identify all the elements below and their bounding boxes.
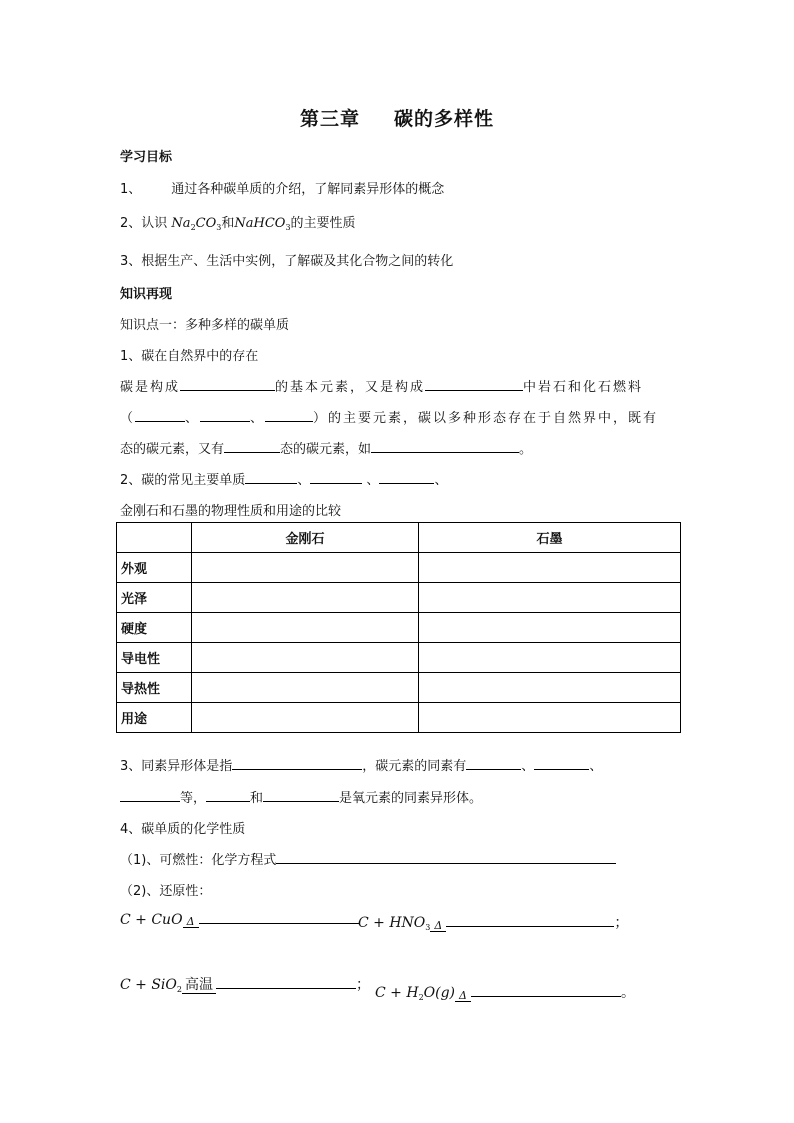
row-label: 用途 xyxy=(117,703,192,733)
fill-blank[interactable] xyxy=(276,850,616,864)
high-temp-label: 高温 xyxy=(184,977,213,993)
condition-heat xyxy=(455,990,471,1002)
fill-blank[interactable] xyxy=(206,788,250,802)
fill-blank[interactable] xyxy=(371,439,519,453)
row-label: 导热性 xyxy=(117,673,192,703)
table-cell[interactable] xyxy=(192,553,419,583)
table-cell[interactable] xyxy=(419,583,681,613)
table-cell[interactable] xyxy=(192,583,419,613)
equation-c-cuo: C + CuO Δ xyxy=(120,912,359,928)
fill-blank[interactable] xyxy=(245,470,297,484)
text-seg: 和 xyxy=(250,791,264,806)
table-cell[interactable] xyxy=(419,673,681,703)
fill-blank[interactable] xyxy=(466,756,521,770)
table-header-row xyxy=(117,523,681,553)
equation-c-h2o: $C + H_2O(g)$ Δ 。 xyxy=(375,985,636,1002)
text-seg: 、 xyxy=(297,473,311,488)
text-seg: 、 xyxy=(521,759,535,774)
text-seg: 。 xyxy=(621,985,636,1001)
section-3-line-1 xyxy=(120,755,602,774)
table-cell[interactable] xyxy=(192,703,419,733)
table-row xyxy=(117,703,681,733)
objective-2-mid: 和 xyxy=(221,216,235,231)
text-seg: 等， xyxy=(180,791,207,806)
text-seg: 、 xyxy=(362,473,380,488)
section-4-title: 4、碳单质的化学性质 xyxy=(120,822,246,837)
formula-nahco3: NaHCO$_3$ xyxy=(234,216,291,232)
text-seg: 态的碳元素，又有 xyxy=(120,442,225,457)
text-seg: 2、碳的常见主要单质 xyxy=(120,473,246,488)
text-seg: （ xyxy=(120,411,136,426)
fill-blank[interactable] xyxy=(265,408,313,422)
condition-heat xyxy=(183,916,199,928)
table-cell[interactable] xyxy=(192,613,419,643)
objectives-heading: 学习目标 xyxy=(120,150,173,165)
table-header-cell: 金刚石 xyxy=(192,523,419,553)
fill-blank[interactable] xyxy=(534,756,589,770)
page-title xyxy=(0,104,794,131)
fill-blank[interactable] xyxy=(199,917,359,924)
comparison-table xyxy=(116,522,681,733)
reduction-heading: （2)、还原性： xyxy=(120,884,212,899)
text-seg: ； xyxy=(614,915,629,931)
fill-blank[interactable] xyxy=(232,756,362,770)
fill-blank[interactable] xyxy=(471,990,621,997)
text-seg: 、 xyxy=(185,411,201,426)
objective-1 xyxy=(120,178,444,197)
fill-blank[interactable] xyxy=(216,982,356,989)
row-label: 外观 xyxy=(117,553,192,583)
table-header-cell: 石墨 xyxy=(419,523,681,553)
objective-1-num: 1、 xyxy=(120,182,142,197)
row-label: 光泽 xyxy=(117,583,192,613)
section-2-line xyxy=(120,469,447,488)
knowledge-point-1: 知识点一：多种多样的碳单质 xyxy=(120,318,290,333)
objective-2-suffix: 的主要性质 xyxy=(290,216,356,231)
table-header-cell xyxy=(117,523,192,553)
fill-blank[interactable] xyxy=(446,920,614,927)
objective-3: 3、根据生产、生活中实例，了解碳及其化合物之间的转化 xyxy=(120,254,454,269)
table-cell[interactable] xyxy=(419,553,681,583)
objective-2-prefix: 2、认识 xyxy=(120,216,168,231)
table-row xyxy=(117,583,681,613)
section-1-line-2 xyxy=(120,407,658,426)
fill-blank[interactable] xyxy=(425,377,523,391)
text-seg: ，碳元素的同素有 xyxy=(362,759,467,774)
condition-high-temp xyxy=(182,977,216,994)
table-row xyxy=(117,643,681,673)
equation-c-hno3: $C + HNO_3$ Δ ； xyxy=(358,915,629,932)
fill-blank[interactable] xyxy=(224,439,280,453)
objective-2 xyxy=(120,212,356,232)
title-topic: 碳的多样性 xyxy=(394,108,495,130)
fill-blank[interactable] xyxy=(263,788,339,802)
table-cell[interactable] xyxy=(192,673,419,703)
table-row xyxy=(117,613,681,643)
table-cell[interactable] xyxy=(419,643,681,673)
fill-blank[interactable] xyxy=(180,377,275,391)
text-seg: 、 xyxy=(250,411,266,426)
text-seg: 、 xyxy=(589,759,603,774)
table-cell[interactable] xyxy=(419,613,681,643)
text-seg: 、 xyxy=(434,473,448,488)
objective-1-text: 通过各种碳单质的介绍，了解同素异形体的概念 xyxy=(171,182,445,197)
equation-c-sio2: C + SiO$_2$ 高温 ； xyxy=(120,977,370,994)
text-seg: 3、同素异形体是指 xyxy=(120,759,233,774)
table-row xyxy=(117,673,681,703)
row-label: 导电性 xyxy=(117,643,192,673)
fill-blank[interactable] xyxy=(120,788,180,802)
knowledge-heading: 知识再现 xyxy=(120,287,173,302)
text-seg: ； xyxy=(355,977,370,993)
table-cell[interactable] xyxy=(419,703,681,733)
section-1-line-1 xyxy=(120,376,643,395)
text-seg: 是氧元素的同素异形体。 xyxy=(339,791,483,806)
text-seg: 。 xyxy=(519,442,533,457)
text-seg: 态的碳元素，如 xyxy=(280,442,372,457)
delta-symbol: Δ xyxy=(459,989,467,1002)
section-1-line-3 xyxy=(120,438,532,457)
condition-heat xyxy=(430,920,446,932)
text-seg: ）的主要元素，碳以多种形态存在于自然界中，既有 xyxy=(313,411,659,426)
text-seg: 的基本元素，又是构成 xyxy=(275,380,426,395)
text-seg: 中岩石和化石燃料 xyxy=(523,380,644,395)
table-cell[interactable] xyxy=(192,643,419,673)
section-1-title: 1、碳在自然界中的存在 xyxy=(120,349,259,364)
table-row xyxy=(117,553,681,583)
delta-symbol: Δ xyxy=(434,919,443,932)
title-chapter: 第三章 xyxy=(299,108,360,130)
compare-title: 金刚石和石墨的物理性质和用途的比较 xyxy=(120,504,342,519)
fill-blank[interactable] xyxy=(379,470,434,484)
formula-na2co3: $Na_2CO_3$ xyxy=(171,216,222,232)
row-label: 硬度 xyxy=(117,613,192,643)
fill-blank[interactable] xyxy=(310,470,362,484)
fill-blank[interactable] xyxy=(135,408,185,422)
fill-blank[interactable] xyxy=(200,408,250,422)
text-seg: 碳是构成 xyxy=(120,380,181,395)
delta-symbol: Δ xyxy=(186,915,195,928)
combustion-line xyxy=(120,849,616,868)
text-seg: （1)、可燃性：化学方程式 xyxy=(120,853,277,868)
section-3-line-2 xyxy=(120,787,482,806)
